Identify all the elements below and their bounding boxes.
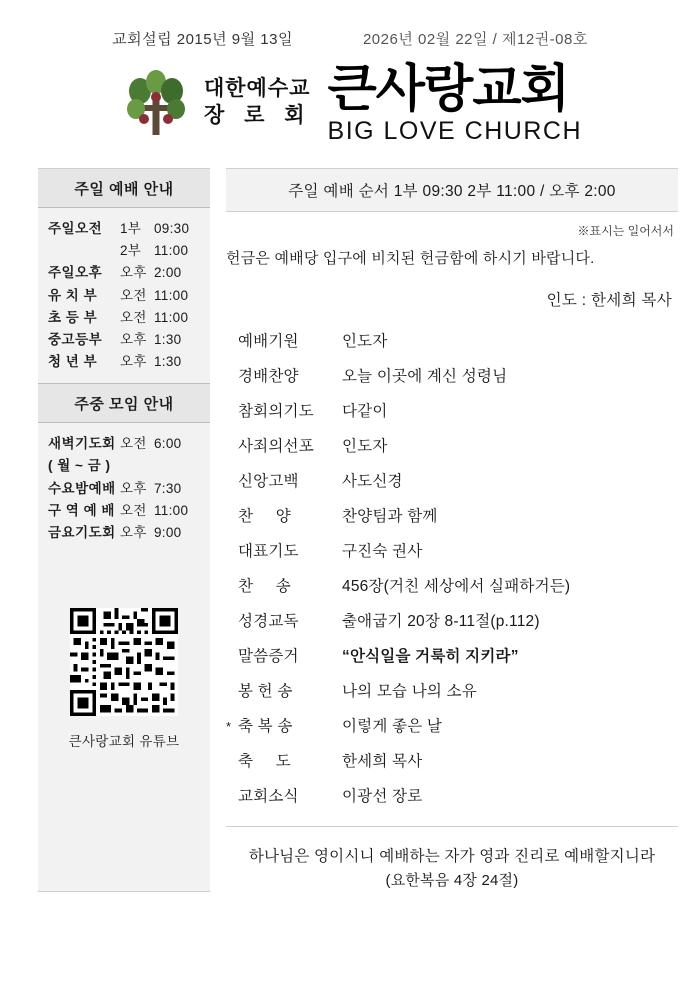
schedule-value: [120, 289, 210, 303]
list-item: [38, 455, 210, 477]
order-item-name: 축 복 송: [238, 717, 293, 735]
order-item-name: 찬 양: [238, 507, 291, 525]
order-item-name: 봉 헌 송: [238, 682, 293, 700]
order-row: [226, 532, 678, 567]
service-leader: 인도 : 한세희 목사: [546, 292, 672, 310]
schedule-value: [120, 526, 210, 540]
standing-marker: *: [226, 718, 232, 734]
schedule-value: [120, 459, 210, 473]
sidebar: [38, 168, 210, 892]
schedule-time: 11:00: [154, 243, 189, 259]
order-item-detail: 오늘 이곳에 계신 성령님: [342, 367, 508, 385]
list-item: [38, 262, 210, 284]
order-item-name: 참회의기도: [238, 402, 314, 420]
order-row: [226, 707, 678, 742]
order-item-name: 예배기원: [238, 332, 299, 350]
schedule-value: [120, 311, 210, 325]
order-item-name: 대표기도: [238, 542, 299, 560]
order-row: [226, 427, 678, 462]
schedule-label: 유 치 부: [48, 287, 98, 303]
schedule-value: [120, 333, 210, 347]
order-item-detail: “안식일을 거룩히 지키라”: [342, 647, 519, 665]
order-item-name: 경배찬양: [238, 367, 299, 385]
order-row: [226, 602, 678, 637]
schedule-when: 1부: [120, 221, 142, 237]
order-item-name: 교회소식: [238, 787, 299, 805]
qr-section[interactable]: [38, 554, 210, 764]
issue-info: 2026년 02월 22일 / 제12권-08호: [362, 31, 588, 48]
schedule-value: [120, 355, 210, 369]
qr-code-icon[interactable]: [70, 608, 178, 716]
schedule-label: 주일오후: [48, 265, 103, 281]
order-item-detail: 구진숙 권사: [342, 542, 423, 560]
schedule-time: 1:30: [154, 354, 182, 370]
header-topline: [0, 0, 700, 49]
list-item: [38, 351, 210, 373]
schedule-value: [120, 266, 210, 280]
schedule-label: 초 등 부: [48, 309, 98, 325]
schedule-when: 오후: [120, 354, 147, 370]
order-row: [226, 322, 678, 357]
list-item: [38, 285, 210, 307]
verse-reference: (요한복음 4장 24절): [385, 872, 519, 890]
order-item-detail: 다같이: [342, 402, 388, 420]
schedule-when: 오전: [120, 436, 147, 452]
standing-note: ※표시는 일어서서: [577, 224, 674, 239]
schedule-time: 09:30: [154, 221, 190, 237]
qr-caption: 큰사랑교회 유튜브: [68, 734, 180, 750]
list-item: [38, 329, 210, 351]
schedule-time: 9:00: [154, 524, 182, 540]
verse-text: 하나님은 영이시니 예배하는 자가 영과 진리로 예배할지니라: [248, 848, 656, 866]
order-row: [226, 672, 678, 707]
sunday-schedule-list: [38, 208, 210, 383]
weekday-schedule-list: [38, 423, 210, 554]
church-name-english: BIG LOVE CHURCH: [327, 117, 582, 146]
schedule-when: 오후: [120, 265, 147, 281]
schedule-label: 금요기도회: [48, 524, 116, 540]
order-item-name: 사죄의선포: [238, 437, 314, 455]
sunday-schedule-title: 주일 예배 안내: [38, 169, 210, 208]
list-item: [38, 478, 210, 500]
offering-notice: 헌금은 예배당 입구에 비치된 헌금함에 하시기 바랍니다.: [226, 250, 595, 268]
church-title-block: [327, 60, 582, 146]
order-row: [226, 462, 678, 497]
order-list: [226, 322, 678, 812]
schedule-value: [120, 482, 210, 496]
list-item: [38, 240, 210, 262]
schedule-time: 7:30: [154, 480, 182, 496]
order-item-name: 찬 송: [238, 577, 291, 595]
order-row: [226, 567, 678, 602]
order-item-name: 신앙고백: [238, 472, 299, 490]
schedule-time: 11:00: [154, 287, 189, 303]
founded-date: 교회설립 2015년 9월 13일: [112, 31, 293, 48]
order-item-detail: 찬양팀과 함께: [342, 507, 438, 525]
schedule-value: [120, 437, 210, 451]
schedule-value: [120, 504, 210, 518]
schedule-time: 6:00: [154, 436, 182, 452]
list-item: [38, 433, 210, 455]
schedule-value: [120, 244, 210, 258]
order-item-detail: 한세희 목사: [342, 752, 423, 770]
schedule-label: 청 년 부: [48, 354, 98, 370]
order-row: [226, 357, 678, 392]
order-row: [226, 742, 678, 777]
schedule-when: 2부: [120, 243, 142, 259]
schedule-when: 오후: [120, 524, 147, 540]
schedule-time: 1:30: [154, 331, 182, 347]
order-item-detail: 456장(거친 세상에서 실패하거든): [342, 577, 571, 595]
closing-verse: [226, 826, 678, 892]
order-row: [226, 777, 678, 812]
list-item: [38, 218, 210, 240]
denomination-line2: 장 로 회: [203, 103, 312, 127]
schedule-label: 구 역 예 배: [48, 502, 115, 518]
order-item-detail: 인도자: [342, 437, 388, 455]
list-item: [38, 500, 210, 522]
order-item-detail: 인도자: [342, 332, 388, 350]
church-name-korean: 큰사랑교회: [327, 60, 569, 117]
schedule-time: 11:00: [154, 502, 189, 518]
order-row: [226, 497, 678, 532]
order-item-name: 말씀증거: [238, 647, 299, 665]
order-row: [226, 392, 678, 427]
schedule-label: 수요밤예배: [48, 480, 116, 496]
weekday-schedule-title: 주중 모임 안내: [38, 383, 210, 423]
schedule-when: 오후: [120, 480, 147, 496]
order-item-detail: 사도신경: [342, 472, 403, 490]
main-order-of-worship: [226, 168, 678, 892]
schedule-label: ( 월 ~ 금 ): [48, 458, 111, 474]
body-content: [0, 168, 700, 892]
schedule-time: 2:00: [154, 265, 182, 281]
order-item-detail: 나의 모습 나의 소유: [342, 682, 477, 700]
order-item-detail: 이렇게 좋은 날: [342, 717, 443, 735]
schedule-label: [38, 244, 120, 258]
tree-cross-logo-icon: [118, 67, 194, 143]
denomination-name: [204, 76, 312, 133]
schedule-label: 중고등부: [48, 331, 103, 347]
order-item-detail: 이광선 장로: [342, 787, 423, 805]
schedule-value: [120, 222, 210, 236]
order-item-name: 축 도: [238, 752, 291, 770]
schedule-when: 오전: [120, 502, 147, 518]
order-item-detail: 출애굽기 20장 8-11절(p.112): [342, 612, 540, 630]
schedule-label: 새벽기도회: [48, 436, 116, 452]
masthead: [0, 60, 700, 146]
order-row: [226, 637, 678, 672]
schedule-time: 11:00: [154, 309, 189, 325]
schedule-label: 주일오전: [48, 221, 103, 237]
list-item: [38, 307, 210, 329]
list-item: [38, 522, 210, 544]
schedule-when: 오후: [120, 331, 147, 347]
denomination-line1: 대한예수교: [203, 77, 311, 101]
order-banner: 주일 예배 순서 1부 09:30 2부 11:00 / 오후 2:00: [226, 168, 678, 212]
schedule-when: 오전: [120, 287, 147, 303]
schedule-when: 오전: [120, 309, 147, 325]
order-item-name: 성경교독: [238, 612, 299, 630]
